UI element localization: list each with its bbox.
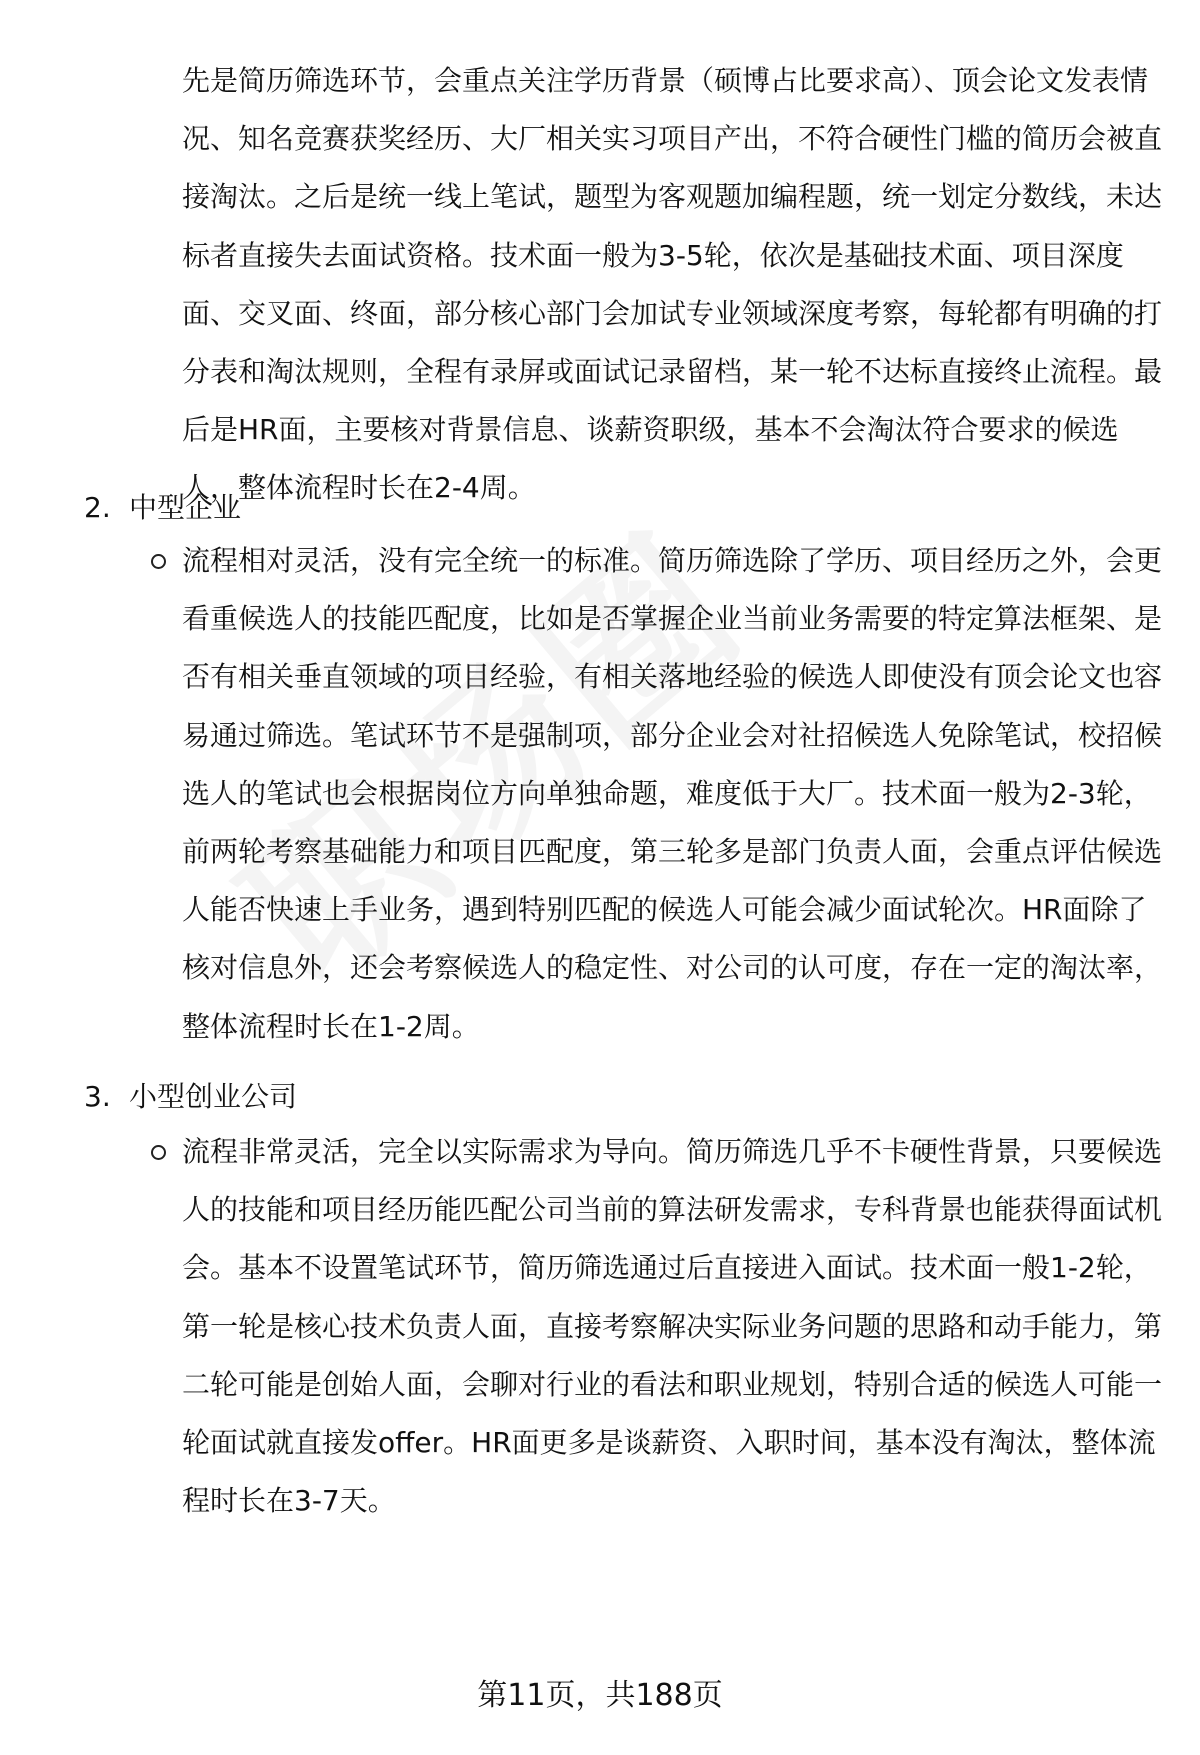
- section-title: 小型创业公司: [129, 1080, 298, 1113]
- hollow-bullet-icon: [151, 554, 166, 569]
- section-paragraph-medium: 流程相对灵活，没有完全统一的标准。简历筛选除了学历、项目经历之外，会更看重候选人的技能匹配度，比如是否掌握企业当前业务需要的特定算法框架、是否有相关垂直领域的项目经验，有相关落地经验的候选人即使没有顶会论文也容易通过筛选。笔试环节不是强制项，部分企业会对社招候选人免除笔试，校招候选人的笔试也会根据岗位方向单独命题，难度低于大厂。技术面一般为2-3轮，前两轮考察基础能力和项目匹配度，第三轮多是部门负责人面，会重点评估候选人能否快速上手业务，遇到特别匹配的候选人可能会减少面试轮次。HR面除了核对信息外，还会考察候选人的稳定性、对公司的认可度，存在一定的淘汰率，整体流程时长在1-2周。: [182, 544, 1163, 1043]
- page-number-footer: 第11页，共188页: [477, 1678, 723, 1713]
- section-heading-medium: [84, 479, 241, 537]
- section-number: 3.: [84, 1080, 111, 1113]
- section-paragraph-small: 流程非常灵活，完全以实际需求为导向。简历筛选几乎不卡硬性背景，只要候选人的技能和项目经历能匹配公司当前的算法研发需求，专科背景也能获得面试机会。基本不设置笔试环节，简历筛选通过后直接进入面试。技术面一般1-2轮，第一轮是核心技术负责人面，直接考察解决实际业务问题的思路和动手能力，第二轮可能是创始人面，会聊对行业的看法和职业规划，特别合适的候选人可能一轮面试就直接发offer。HR面更多是谈薪资、入职时间，基本没有淘汰，整体流程时长在3-7天。: [182, 1135, 1163, 1518]
- section-number: 2.: [84, 491, 111, 524]
- intro-paragraph: 先是简历筛选环节，会重点关注学历背景（硕博占比要求高）、顶会论文发表情况、知名竞赛获奖经历、大厂相关实习项目产出，不符合硬性门槛的简历会被直接淘汰。之后是统一线上笔试，题型为客观题加编程题，统一划定分数线，未达标者直接失去面试资格。技术面一般为3-5轮，依次是基础技术面、项目深度面、交叉面、终面，部分核心部门会加试专业领域深度考察，每轮都有明确的打分表和淘汰规则，全程有录屏或面试记录留档，某一轮不达标直接终止流程。最后是HR面，主要核对背景信息、谈薪资职级，基本不会淘汰符合要求的候选人，整体流程时长在2-4周。: [182, 64, 1163, 505]
- hollow-bullet-icon: [151, 1145, 166, 1160]
- section-title: 中型企业: [129, 491, 242, 524]
- section-heading-small: [84, 1068, 297, 1126]
